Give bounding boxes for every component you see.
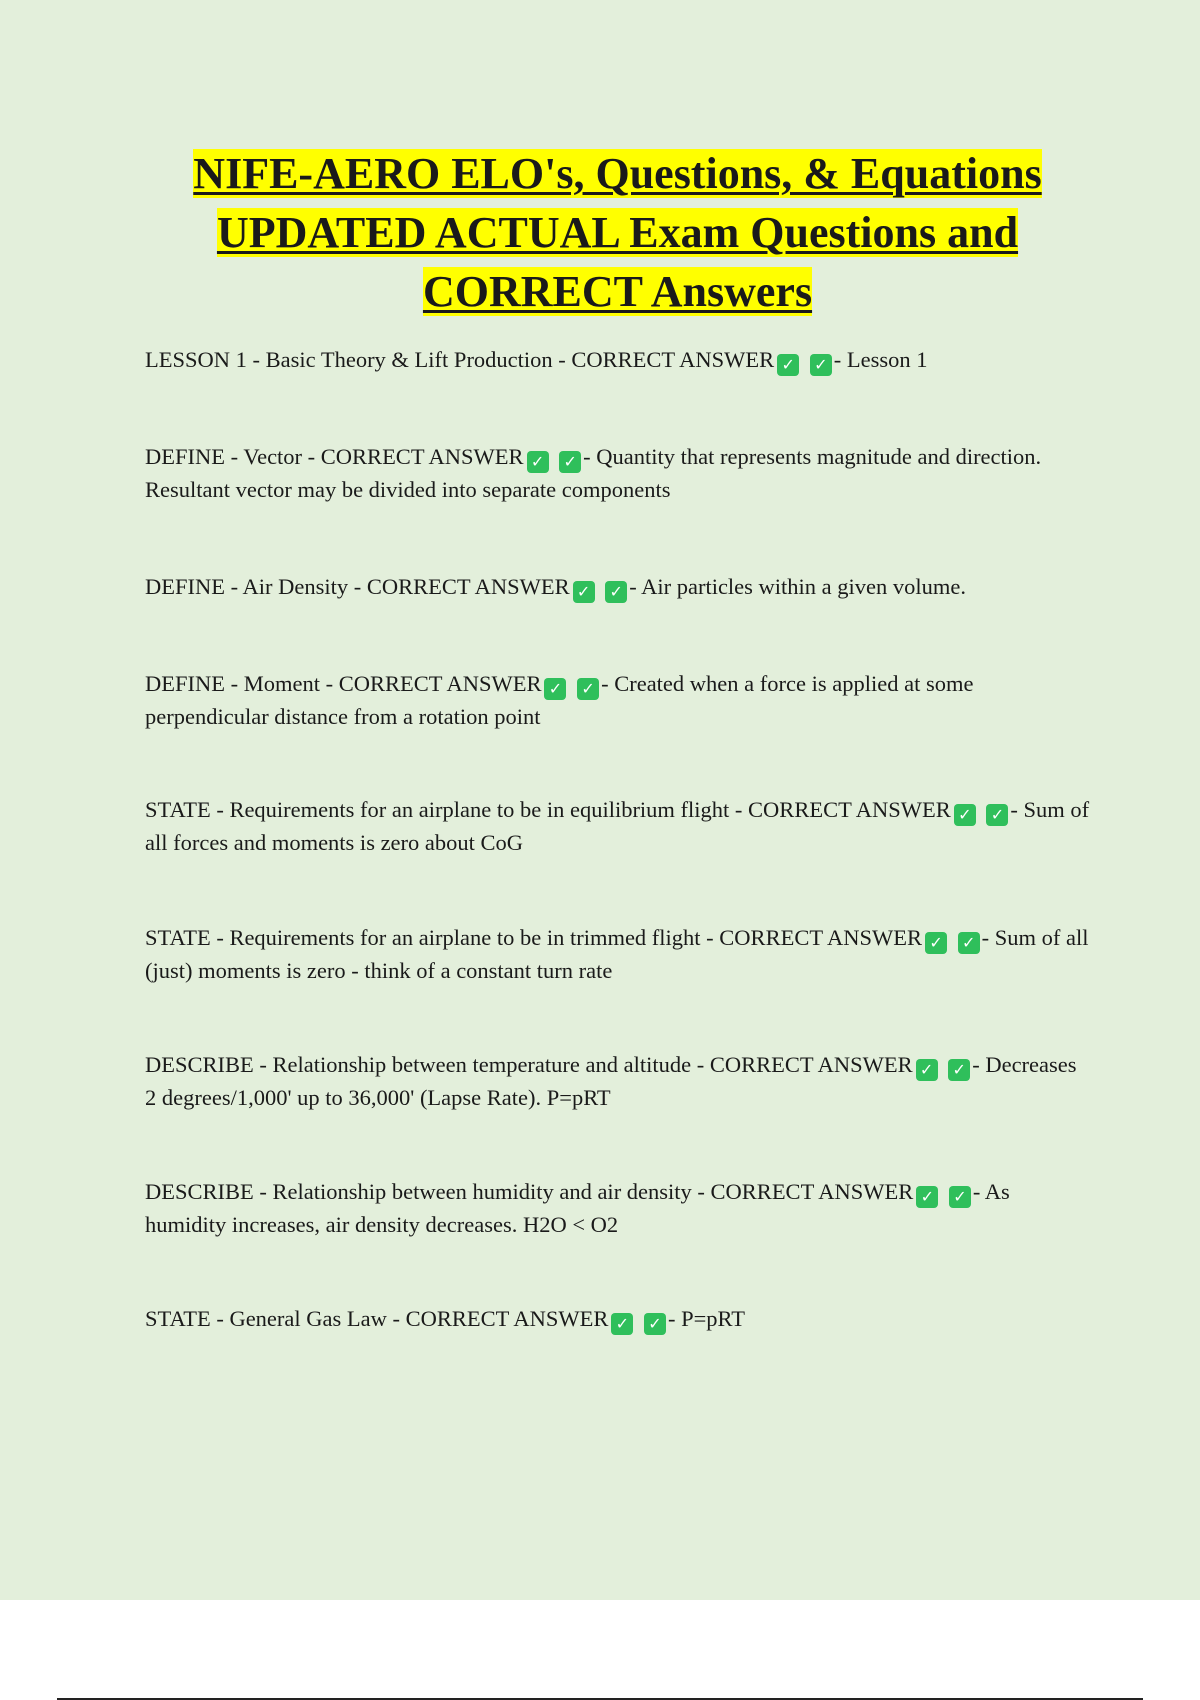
entry-prompt: STATE - Requirements for an airplane to be in trimmed flight - CORRECT ANSWER <box>145 925 923 950</box>
check-mark-icon: ✓ <box>559 451 581 473</box>
entry-answer: - Quantity that represents magnitude and direction. Resultant vector may be divided into separate components <box>145 444 1042 502</box>
check-mark-icon: ✓ <box>949 1186 971 1208</box>
entry-prompt: STATE - General Gas Law - CORRECT ANSWER <box>145 1306 609 1331</box>
qa-entry-humidity-density <box>145 1175 1090 1241</box>
check-mark-icon: ✓ <box>777 354 799 376</box>
qa-entry-lesson-1 <box>145 343 1090 376</box>
document-title <box>60 144 1175 321</box>
entry-prompt: DEFINE - Vector - CORRECT ANSWER <box>145 444 524 469</box>
entry-answer: - Lesson 1 <box>833 347 928 372</box>
check-mark-icon: ✓ <box>544 678 566 700</box>
check-mark-icon: ✓ <box>925 932 947 954</box>
qa-list <box>145 343 1090 1335</box>
check-mark-icon: ✓ <box>605 581 627 603</box>
qa-entry-moment <box>145 667 1090 733</box>
check-mark-icon: ✓ <box>948 1059 970 1081</box>
entry-prompt: DEFINE - Air Density - CORRECT ANSWER <box>145 574 570 599</box>
entry-answer: - Created when a force is applied at some perpendicular distance from a rotation point <box>145 671 974 729</box>
qa-entry-vector <box>145 440 1090 506</box>
qa-entry-general-gas-law <box>145 1302 1090 1335</box>
qa-entry-air-density <box>145 570 1090 603</box>
qa-entry-equilibrium-flight <box>145 793 1090 859</box>
entry-prompt: LESSON 1 - Basic Theory & Lift Production - CORRECT ANSWER <box>145 347 775 372</box>
entry-answer: - As humidity increases, air density decreases. H2O < O2 <box>145 1179 1010 1237</box>
entry-prompt: DESCRIBE - Relationship between temperature and altitude - CORRECT ANSWER <box>145 1052 913 1077</box>
check-mark-icon: ✓ <box>958 932 980 954</box>
title-line-3: CORRECT Answers <box>422 267 813 316</box>
check-mark-icon: ✓ <box>916 1059 938 1081</box>
check-mark-icon: ✓ <box>954 804 976 826</box>
check-mark-icon: ✓ <box>527 451 549 473</box>
qa-entry-trimmed-flight <box>145 921 1090 987</box>
entry-prompt: DEFINE - Moment - CORRECT ANSWER <box>145 671 542 696</box>
check-mark-icon: ✓ <box>810 354 832 376</box>
check-mark-icon: ✓ <box>644 1313 666 1335</box>
check-mark-icon: ✓ <box>916 1186 938 1208</box>
check-mark-icon: ✓ <box>573 581 595 603</box>
title-line-2: UPDATED ACTUAL Exam Questions and <box>216 208 1019 257</box>
entry-answer: - P=pRT <box>667 1306 745 1331</box>
qa-entry-temperature-altitude <box>145 1048 1090 1114</box>
entry-prompt: DESCRIBE - Relationship between humidity and air density - CORRECT ANSWER <box>145 1179 914 1204</box>
entry-answer: - Decreases 2 degrees/1,000' up to 36,000' (Lapse Rate). P=pRT <box>145 1052 1077 1110</box>
entry-answer: - Sum of all forces and moments is zero about CoG <box>145 797 1090 855</box>
check-mark-icon: ✓ <box>577 678 599 700</box>
entry-answer: - Sum of all (just) moments is zero - think of a constant turn rate <box>145 925 1089 983</box>
entry-answer: - Air particles within a given volume. <box>629 574 967 599</box>
check-mark-icon: ✓ <box>986 804 1008 826</box>
title-line-1: NIFE-AERO ELO's, Questions, & Equations <box>193 149 1042 198</box>
check-mark-icon: ✓ <box>611 1313 633 1335</box>
entry-prompt: STATE - Requirements for an airplane to be in equilibrium flight - CORRECT ANSWER <box>145 797 951 822</box>
